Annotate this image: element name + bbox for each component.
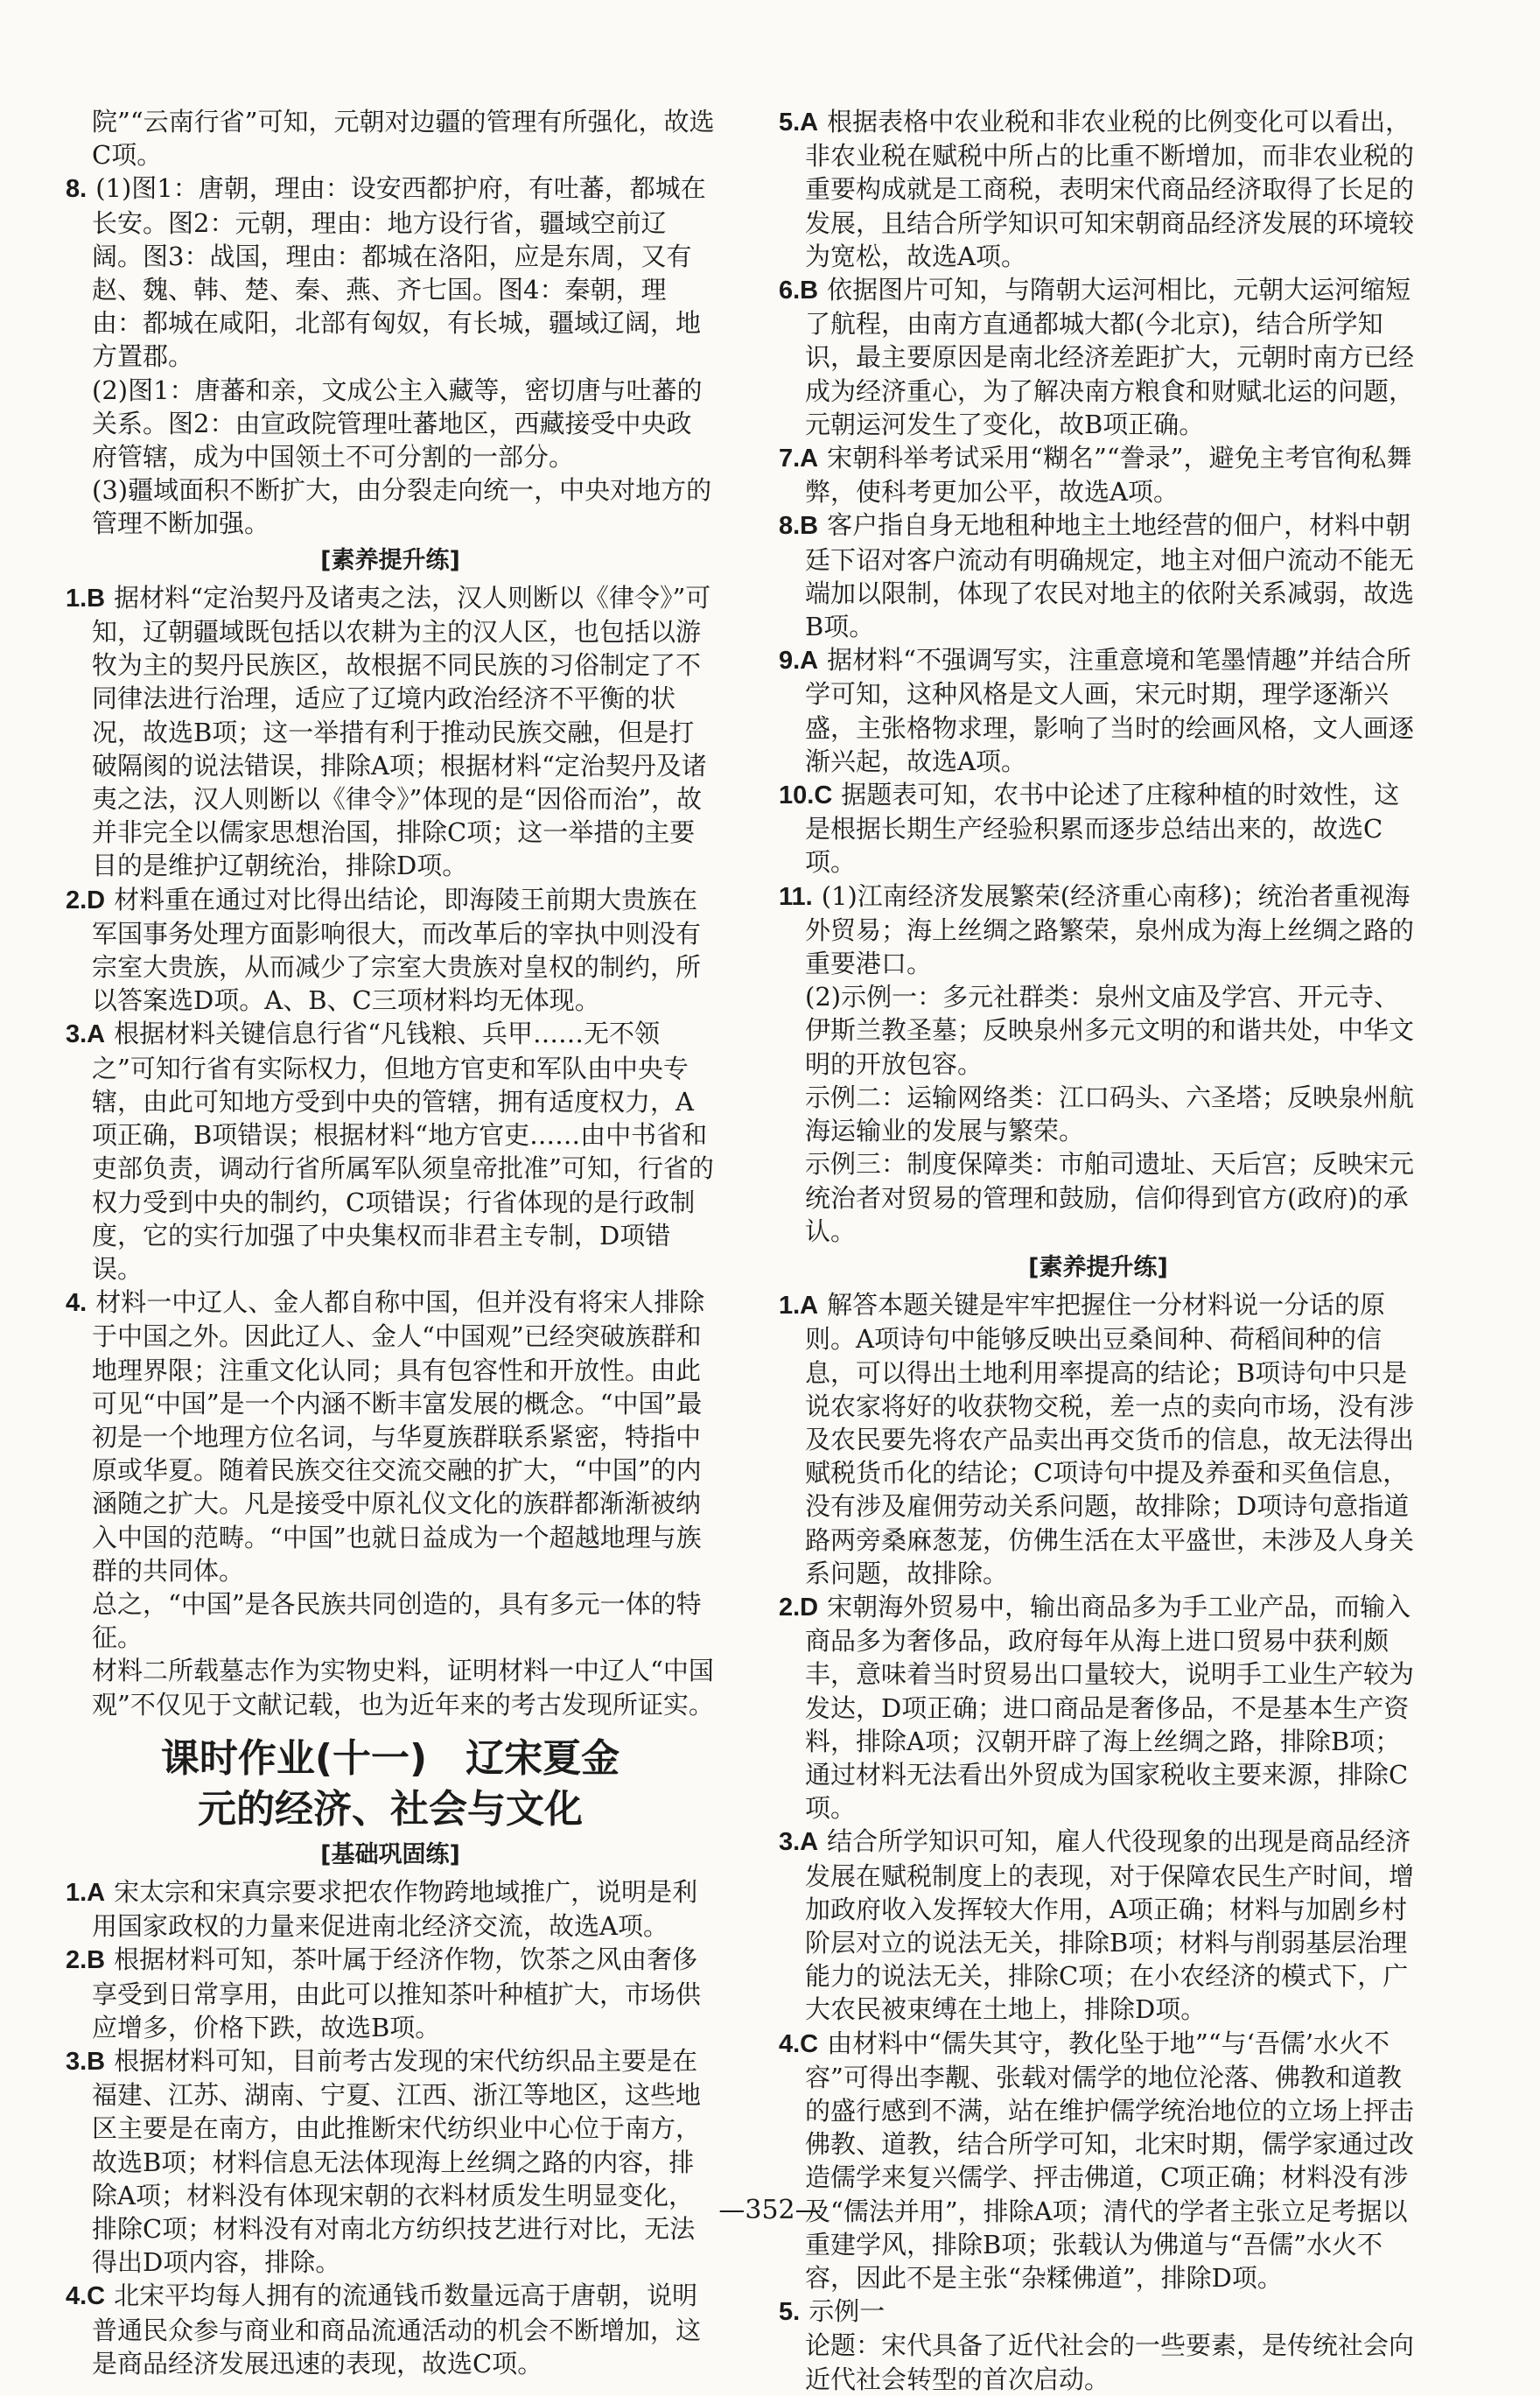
continuation-text: 院”“云南行省”可知，元朝对边疆的管理有所强化，故选C项。 xyxy=(92,107,715,171)
question-11 xyxy=(779,879,1418,1248)
answer-key: 3.A xyxy=(66,1020,106,1049)
answer-text: 据材料“定治契丹及诸夷之法，汉人则断以《律令》”可知，辽朝疆域既包括以农耕为主的汉人区，也包括以游牧为主的契丹民族区，故根据不同民族的习俗制定了不同律法进行治理，适应了辽境内政治经济不平衡的状况，故选B项；这一举措有利于推动民族交融，但是打破隔阂的说法错误，排除A项；根据材料“定治契丹及诸夷之法，汉人则断以《律令》”体现的是“因俗而治”，故并非完全以儒家思想治国，排除C项；这一举措的主要目的是维护辽朝统治，排除D项。 xyxy=(92,582,711,881)
answer-text: 宋朝海外贸易中，输出商品多为手工业产品，而输入商品多为奢侈品，政府每年从海上进口贸易中获利颇丰，意味着当时贸易出口量较大，说明手工业生产较为发达，D项正确；进口商品是奢侈品，不是基本生产资料，排除A项；汉朝开辟了海上丝绸之路，排除B项；通过材料无法看出外贸成为国家税收主要来源，排除C项。 xyxy=(805,1591,1415,1824)
answer-text: 客户指自身无地租种地主土地经营的佃户，材料中朝廷下诏对客户流动有明确规定，地主对佃户流动不能无端加以限制，体现了农民对地主的依附关系减弱，故选B项。 xyxy=(805,510,1415,642)
answer-text: 示例二：运输网络类：江口码头、六圣塔；反映泉州航海运输业的发展与繁荣。 xyxy=(805,1082,1415,1146)
answer-text: 材料重在通过对比得出结论，即海陵王前期大贵族在军国事务处理方面影响很大，而改革后的宰执中则没有宗室大贵族，从而减少了宗室大贵族对皇权的制约，所以答案选D项。A、B、C三项材料均无体现。 xyxy=(92,884,702,1016)
answer-item xyxy=(779,273,1418,441)
lesson-title xyxy=(66,1734,715,1835)
answer-item xyxy=(779,508,1418,643)
question-number: 8. xyxy=(66,175,88,204)
answer-key: 2.D xyxy=(66,886,106,914)
answer-item xyxy=(779,1590,1418,1825)
answer-item xyxy=(66,2044,715,2279)
answer-text: (2)示例一：多元社群类：泉州文庙及学宫、开元寺、伊斯兰教圣墓；反映泉州多元文明的和谐共处，中华文明的开放包容。 xyxy=(805,982,1415,1079)
answer-key: 1.B xyxy=(66,584,106,613)
answer-item xyxy=(66,1875,715,1943)
answer-item xyxy=(779,778,1418,879)
answer-key: 6.B xyxy=(779,277,819,305)
question-4 xyxy=(66,1286,715,1721)
answer-item xyxy=(66,1943,715,2044)
answer-text: 宋朝科举考试采用“糊名”“誊录”，避免主考官徇私舞弊，使科考更加公平，故选A项。 xyxy=(805,443,1412,508)
answer-key: 1.A xyxy=(66,1878,106,1907)
answer-text: (2)图1：唐蕃和亲，文成公主入藏等，密切唐与吐蕃的关系。图2：由宣政院管理吐蕃地区，西藏接受中央政府管辖，成为中国领土不可分割的一部分。 xyxy=(92,375,703,473)
question-number: 5. xyxy=(779,2298,801,2327)
answer-text: 北宋平均每人拥有的流通钱币数量远高于唐朝，说明普通民众参与商业和商品流通活动的机会不断增加，这是商品经济发展迅速的表现，故选C项。 xyxy=(92,2280,702,2378)
lesson-title-line2: 元的经济、社会与文化 xyxy=(198,1786,583,1832)
answer-key: 9.A xyxy=(779,647,819,676)
answer-item xyxy=(779,441,1418,508)
answer-key: 5.A xyxy=(779,109,819,137)
answer-key: 8.B xyxy=(779,512,819,541)
left-column xyxy=(66,105,715,2380)
answer-key: 4.C xyxy=(779,2029,819,2058)
answer-text: 根据材料关键信息行省“凡钱粮、兵甲……无不领之”可知行省有实际权力，但地方官吏和军队由中央专辖，由此可知地方受到中央的管辖，拥有适度权力，A项正确，B项错误；根据材料“地方官吏……由中书省和吏部负责，调动行省所属军队须皇帝批准”可知，行省的权力受到中央的制约，C项错误；行省体现的是行政制度，它的实行加强了中央集权而非君主专制，D项错误。 xyxy=(92,1019,714,1284)
answer-key: 10.C xyxy=(779,781,833,810)
example-label: 示例一 xyxy=(808,2296,886,2327)
answer-text: 根据材料可知，茶叶属于经济作物，饮茶之风由奢侈享受到日常享用，由此可以推知茶叶种植扩大，市场供应增多，价格下跌，故选B项。 xyxy=(92,1944,702,2042)
lesson-title-line1: 课时作业(十一) 辽宋夏金 xyxy=(160,1735,620,1781)
answer-key: 7.A xyxy=(779,445,819,473)
answer-text: 材料二所载墓志作为实物史料，证明材料一中辽人“中国观”不仅见于文献记载，也为近年来的考古发现所证实。 xyxy=(92,1656,714,1720)
answer-item xyxy=(66,1017,715,1286)
answer-key: 4.C xyxy=(66,2282,106,2311)
answer-item xyxy=(779,2027,1418,2295)
answer-item xyxy=(66,2279,715,2380)
answer-text: (1)江南经济发展繁荣(经济重心南移)；统治者重视海外贸易；海上丝绸之路繁荣，泉州成为海上丝绸之路的重要港口。 xyxy=(805,880,1415,979)
answer-text: 示例三：制度保障类：市舶司遗址、天后宫；反映宋元统治者对贸易的管理和鼓励，信仰得到官方(政府)的承认。 xyxy=(805,1149,1415,1246)
answer-item xyxy=(779,105,1418,273)
answer-text: 依据图片可知，与隋朝大运河相比，元朝大运河缩短了航程，由南方直通都城大都(今北京)，结合所学知识，最主要原因是南北经济差距扩大，元朝时南方已经成为经济重心，为了解决南方粮食和财赋北运的问题，元朝运河发生了变化，故B项正确。 xyxy=(805,275,1415,439)
answer-key: 3.A xyxy=(779,1828,819,1857)
answer-key: 2.B xyxy=(66,1946,106,1975)
section-heading: [素养提升练] xyxy=(1028,1253,1168,1281)
answer-text: 据题表可知，农书中论述了庄稼种植的时效性，这是根据长期生产经验积累而逐步总结出来的，故选C项。 xyxy=(805,780,1400,878)
answer-text: (1)图1：唐朝，理由：设安西都护府，有吐蕃，都城在长安。图2：元朝，理由：地方设行省，疆域空前辽阔。图3：战国，理由：都城在洛阳，应是东周，又有赵、魏、韩、楚、秦、燕、齐七国。图4：秦朝，理由：都城在咸阳，北部有匈奴，有长城，疆域辽阔，地方置郡。 xyxy=(92,173,706,372)
answer-item xyxy=(779,1288,1418,1590)
answer-item xyxy=(66,581,715,883)
question-number: 4. xyxy=(66,1289,88,1318)
question-8 xyxy=(66,172,715,540)
answer-key: 2.D xyxy=(779,1593,819,1622)
answer-text: 总之，“中国”是各民族共同创造的，具有多元一体的特征。 xyxy=(92,1588,702,1653)
answer-item xyxy=(779,1825,1418,2026)
answer-text: 宋太宗和宋真宗要求把农作物跨地域推广，说明是利用国家政权的力量来促进南北经济交流，故选A项。 xyxy=(92,1876,698,1942)
page-number: —352— xyxy=(718,2195,822,2225)
answer-text: 解答本题关键是牢牢把握住一分材料说一分话的原则。A项诗句中能够反映出豆桑间种、荷稻间种的信息，可以得出土地利用率提高的结论；B项诗句中只是说农家将好的收获物交税，差一点的卖向市场，没有涉及农民要先将农产品卖出再交货币的信息，故无法得出赋税货币化的结论；C项诗句中提及养蚕和买鱼信息，没有涉及雇佣劳动关系问题，故排除；D项诗句意指道路两旁桑麻葱茏，仿佛生活在太平盛世，未涉及人身关系问题，故排除。 xyxy=(805,1290,1415,1588)
answer-item xyxy=(779,643,1418,778)
right-column xyxy=(779,105,1418,2396)
answer-item xyxy=(66,883,715,1018)
question-5 xyxy=(779,2294,1418,2396)
answer-text: (3)疆域面积不断扩大，由分裂走向统一，中央对地方的管理不断加强。 xyxy=(92,475,712,539)
answer-text: 论题：宋代具备了近代社会的一些要素，是传统社会向近代社会转型的首次启动。 xyxy=(805,2330,1415,2394)
answer-text: 结合所学知识可知，雇人代役现象的出现是商品经济发展在赋税制度上的表现，对于保障农民生产时间，增加政府收入发挥较大作用，A项正确；材料与加剧乡村阶层对立的说法无关，排除B项；材料与削弱基层治理能力的说法无关，排除C项；在小农经济的模式下，广大农民被束缚在土地上，排除D项。 xyxy=(805,1826,1415,2025)
answer-text: 根据材料可知，目前考古发现的宋代纺织品主要是在福建、江苏、湖南、宁夏、江西、浙江等地区，这些地区主要是在南方，由此推断宋代纺织业中心位于南方，故选B项；材料信息无法体现海上丝绸之路的内容，排除A项；材料没有体现宋朝的衣料材质发生明显变化，排除C项；材料没有对南北方纺织技艺进行对比，无法得出D项内容，排除。 xyxy=(92,2045,702,2278)
section-heading: [基础巩固练] xyxy=(320,1840,460,1868)
answer-text: 由材料中“儒失其守，教化坠于地”“与‘吾儒’水火不容”可得出李觏、张载对儒学的地位沦落、佛教和道教的盛行感到不满，站在维护儒学统治地位的立场上抨击佛教、道教，结合所学可知，北宋时期，儒学家通过改造儒学来复兴儒学、抨击佛道，C项正确；材料没有涉及“儒法并用”，排除A项；清代的学者主张立足考据以重建学风，排除B项；张载认为佛道与“吾儒”水火不容，因此不是主张“杂糅佛道”，排除D项。 xyxy=(805,2028,1415,2293)
answer-key: 3.B xyxy=(66,2047,106,2076)
section-heading: [素养提升练] xyxy=(320,546,460,574)
answer-text: 根据表格中农业税和非农业税的比例变化可以看出，非农业税在赋税中所占的比重不断增加，而非农业税的重要构成就是工商税，表明宋代商品经济取得了长足的发展，且结合所学知识可知宋朝商品经济发展的环境较为宽松，故选A项。 xyxy=(805,107,1415,271)
answer-text: 材料一中辽人、金人都自称中国，但并没有将宋人排除于中国之外。因此辽人、金人“中国观”已经突破族群和地理界限；注重文化认同；具有包容性和开放性。由此可见“中国”是一个内涵不断丰富发展的概念。“中国”最初是一个地理方位名词，与华夏族群联系紧密，特指中原或华夏。随着民族交往交流交融的扩大，“中国”的内涵随之扩大。凡是接受中原礼仪文化的族群都渐渐被纳入中国的范畴。“中国”也就日益成为一个超越地理与族群的共同体。 xyxy=(92,1287,705,1586)
question-number: 11. xyxy=(779,882,813,911)
answer-key: 1.A xyxy=(779,1292,819,1321)
answer-text: 据材料“不强调写实，注重意境和笔墨情趣”并结合所学可知，这种风格是文人画，宋元时期，理学逐渐兴盛，主张格物求理，影响了当时的绘画风格，文人画逐渐兴起，故选A项。 xyxy=(805,645,1415,776)
